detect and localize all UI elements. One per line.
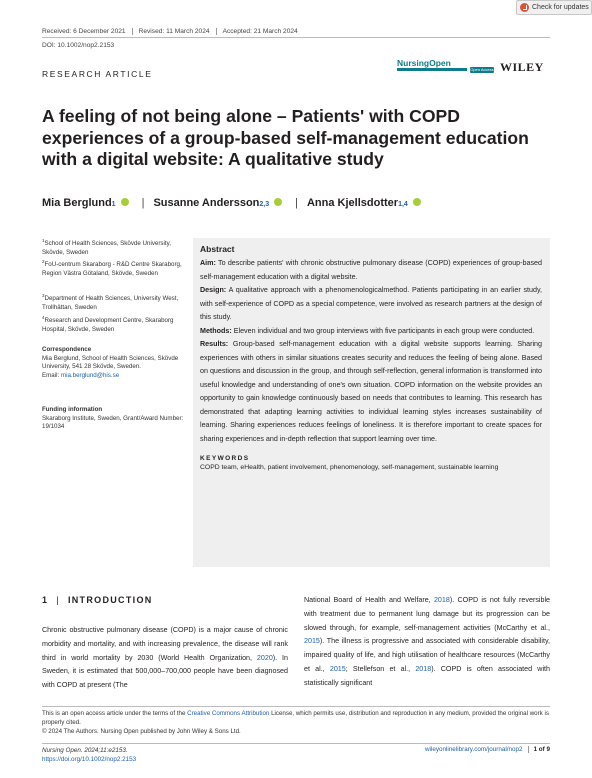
footer-right <box>425 746 550 753</box>
abstract-design: Design: A qualitative approach with a phenomenologicalmethod. Patients participating in an earlier study, with self-experience of COPD as a special competence, were involved as research partners at the design of this study. <box>200 286 542 321</box>
citation-link[interactable]: 2015 <box>329 664 346 673</box>
citation-link[interactable]: 2018 <box>433 596 450 604</box>
keywords: COPD team, eHealth, patient involvement, phenomenology, self-management, sustainable learning <box>200 464 499 471</box>
footer-divider <box>42 743 550 744</box>
abstract-results: Results: Group-based self-management education with a digital website supports learning. Sharing experiences with others in similar situations creates security and reduces the feeling of being alone. Based on questions and discussion in the group, and through self-reflection, general information is transformed into useful knowledge and understanding of one's own situation. COPD information on the website provides an opportunity to gain knowledge continuously based on needs that contributes to learning. This research has demonstrated that adapting learning activities to individual learning styles increases sustainability of learning. Sharing experiences reduces feelings of loneliness. It is therefore important to create spaces for sharing experiences and in-depth reflection that support learning over time. <box>200 340 543 443</box>
article-dates <box>42 28 304 35</box>
correspondence-heading: Correspondence <box>42 346 92 353</box>
open-access-badge: Open Access <box>470 67 494 72</box>
received-date: Received: 6 December 2021 <box>42 28 126 35</box>
author-list <box>42 197 425 209</box>
license-link[interactable]: Creative Commons Attribution <box>187 710 270 717</box>
footer-citation: Nursing Open. 2024;11:e2153. https://doi.org/10.1002/nop2.2153 <box>42 747 137 764</box>
copyright: © 2024 The Authors. Nursing Open published by John Wiley & Sons Ltd. <box>42 728 241 736</box>
orcid-icon[interactable] <box>121 198 129 206</box>
author-affiliation: 2,3 <box>259 201 270 208</box>
page-number: 1 of 9 <box>528 746 550 753</box>
abstract-aim: Aim: To describe patients' with chronic obstructive pulmonary disease (COPD) experiences of group-based self-management education with a digital website. <box>200 259 542 281</box>
funding-heading: Funding information <box>42 406 103 413</box>
author-name[interactable]: Susanne Andersson <box>153 197 260 209</box>
journal-site-link[interactable]: wileyonlinelibrary.com/journal/nop2 <box>425 746 523 753</box>
author-name[interactable]: Anna Kjellsdotter <box>306 197 399 209</box>
body-column-left: Chronic obstructive pulmonary disease (COPD) is a major cause of chronic morbidity and mortality, and with increasing prevalence, the disease will rank third in world mortality by 2030 (World Health Organization, 2020). In Sweden, it is estimated that 500,000–700,000 people have been diagnosed with COPD at present (The <box>42 626 288 690</box>
correspondence-text: Mia Berglund, School of Health Sciences, Skövde University, 541 28 Skövde, Sweden. <box>42 354 179 371</box>
funding <box>42 406 184 432</box>
author-separator: | <box>295 197 298 209</box>
citation-link[interactable]: 2020 <box>256 653 273 662</box>
affiliation: $^1$School of Health Sciences, Skövde University, Skövde, Sweden <box>42 238 171 256</box>
revised-date: Revised: 11 March 2024 <box>132 28 216 35</box>
body-column-right: National Board of Health and Welfare, 2018). COPD is not fully reversible with treatment due to permanent lung damage but its progression can be slowed through, for example, self-management activities (McCarthy et al., 2015). The illness is progressive and associated with considerable disability, impaired quality of life, and high utilisation of healthcare resources (McCarthy et al., 2015; Stellefson et al., 2018). COPD is often associated with statistically significant <box>304 596 551 687</box>
author-separator: | <box>141 197 145 209</box>
journal-logo-bar <box>397 68 467 71</box>
journal-logo: NursingOpen <box>397 58 451 68</box>
orcid-icon[interactable] <box>413 198 421 206</box>
publisher-logo: WILEY <box>500 60 544 74</box>
author-name[interactable]: Mia Berglund <box>42 197 112 209</box>
abstract-methods: Methods: Eleven individual and two group interviews with five participants in each group were conducted. <box>200 326 535 335</box>
affiliation: $^2$FoU-centrum Skaraborg - R&D Centre Skaraborg, Region Västra Götaland, Skövde, Sweden <box>42 259 182 277</box>
email-link[interactable]: mia.berglund@his.se <box>60 371 120 379</box>
funding-text: Skaraborg Institute, Sweden, Grant/Award Number: 19/1034 <box>42 414 184 431</box>
doi: DOI: 10.1002/nop2.2153 <box>42 42 115 49</box>
doi-link[interactable]: https://doi.org/10.1002/nop2.2153 <box>42 756 137 764</box>
citation-link[interactable]: 2018 <box>415 664 432 673</box>
accepted-date: Accepted: 21 March 2024 <box>216 28 304 35</box>
refresh-check-icon <box>520 3 529 12</box>
affiliation: $^4$Research and Development Centre, Skaraborg Hospital, Skövde, Sweden <box>42 315 174 333</box>
correspondence: Correspondence Mia Berglund, School of Health Sciences, Skövde University, 541 28 Skövde, Sweden. Email: mia.berglund@his.se <box>42 346 184 380</box>
citation-link[interactable]: 2015 <box>304 637 320 646</box>
abstract-box <box>193 238 550 567</box>
article-type: RESEARCH ARTICLE <box>42 69 153 79</box>
affiliation: $^3$Department of Health Sciences, University West, Trollhättan, Sweden <box>42 293 179 311</box>
abstract-heading: Abstract <box>200 244 235 254</box>
check-for-updates-label: Check for updates <box>532 4 589 11</box>
author-affiliation: 1,4 <box>398 201 408 208</box>
orcid-icon[interactable] <box>274 198 282 206</box>
article-title: A feeling of not being alone – Patients' with COPD experiences of a group-based self-management education with a digital website: A qualitative study <box>42 106 529 169</box>
license-divider <box>42 706 550 707</box>
check-for-updates-button[interactable] <box>516 0 592 15</box>
author-affiliation: 1 <box>111 201 116 208</box>
license-notice: This is an open access article under the terms of the Creative Commons Attribution License, which permits use, distribution and reproduction in any medium, provided the original work is properly cited. © 2024 The Authors. Nursing Open published by John Wiley & Sons Ltd. <box>42 709 552 737</box>
header-divider <box>42 37 550 38</box>
keywords-heading: KEYWORDS <box>200 455 250 462</box>
section-heading: 1 | INTRODUCTION <box>42 595 153 605</box>
